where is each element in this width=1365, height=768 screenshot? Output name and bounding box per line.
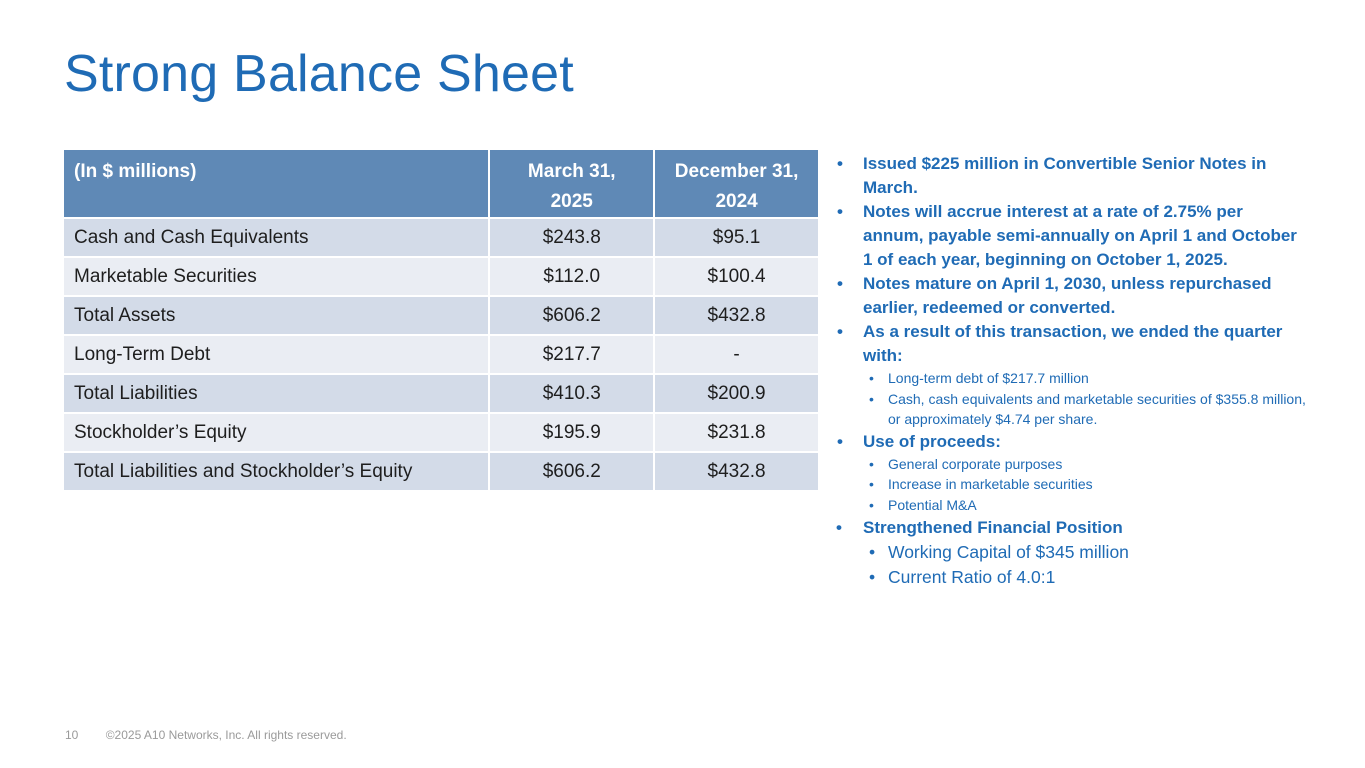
- row-value-2025: $195.9: [489, 413, 654, 452]
- bullet-interest-rate: • Notes will accrue interest at a rate of 2.75% per annum, payable semi-annually on April 1 and October 1 of each year, beginning on October 1, 2025.: [837, 202, 1297, 269]
- row-value-2024: $100.4: [654, 257, 819, 296]
- header-december-2024: [654, 149, 819, 218]
- bullet-maturity: • Notes mature on April 1, 2030, unless repurchased earlier, redeemed or converted.: [837, 274, 1272, 317]
- bullet-icon: •: [837, 431, 843, 451]
- bullet-icon: •: [869, 567, 876, 587]
- table-row: [63, 413, 819, 452]
- bullet-icon: •: [869, 542, 876, 562]
- row-value-2024: $432.8: [654, 452, 819, 491]
- row-value-2025: $243.8: [489, 218, 654, 257]
- bullet-icon: •: [836, 518, 842, 537]
- bullet-result: • As a result of this transaction, we ended the quarter with:: [837, 322, 1283, 365]
- row-label: Long-Term Debt: [63, 335, 489, 374]
- bullet-icon: •: [869, 370, 874, 386]
- bullet-use-of-proceeds: • Use of proceeds:: [837, 430, 1307, 454]
- row-label: Total Assets: [63, 296, 489, 335]
- header-december-2024-text: December 31, 2024: [674, 161, 799, 212]
- row-label: Total Liabilities: [63, 374, 489, 413]
- row-label: Stockholder’s Equity: [63, 413, 489, 452]
- table-row: [63, 257, 819, 296]
- bullet-icon: •: [837, 202, 843, 221]
- row-value-2024: -: [654, 335, 819, 374]
- balance-sheet-table: [62, 148, 820, 492]
- table-row: [63, 335, 819, 374]
- bullet-icon: •: [869, 455, 874, 472]
- sub-bullet-cash: • Cash, cash equivalents and marketable securities of $355.8 million, or approximately $4.74 per share.: [869, 390, 1306, 427]
- sub-bullet-corporate: • General corporate purposes: [837, 454, 1307, 475]
- bullet-icon: •: [869, 496, 874, 513]
- bullet-convertible-notes: • Issued $225 million in Convertible Senior Notes in March.: [837, 154, 1267, 197]
- row-value-2025: $217.7: [489, 335, 654, 374]
- table-row: [63, 452, 819, 491]
- row-value-2024: $95.1: [654, 218, 819, 257]
- row-label: Total Liabilities and Stockholder’s Equity: [63, 452, 489, 491]
- copyright: ©2025 A10 Networks, Inc. All rights reserved.: [105, 728, 347, 742]
- sub-bullet-long-term-debt: • Long-term debt of $217.7 million: [837, 368, 1307, 389]
- slide-title: Strong Balance Sheet: [64, 45, 574, 103]
- notes-list: [837, 152, 1307, 590]
- row-value-2025: $410.3: [489, 374, 654, 413]
- sub-bullet-ma: • Potential M&A: [837, 495, 1307, 516]
- bullet-icon: •: [837, 154, 843, 173]
- header-label: (In $ millions): [63, 149, 489, 218]
- sub-bullet-securities: • Increase in marketable securities: [837, 474, 1307, 495]
- table-row: [63, 218, 819, 257]
- header-march-2025-text: March 31, 2025: [527, 161, 616, 212]
- bullet-financial-position: • Strengthened Financial Position: [837, 516, 1307, 540]
- row-value-2025: $112.0: [489, 257, 654, 296]
- table-header-row: [63, 149, 819, 218]
- bullet-icon: •: [837, 322, 843, 341]
- footer: [65, 728, 347, 742]
- header-march-2025: [489, 149, 654, 218]
- bullet-icon: •: [869, 390, 874, 407]
- bullet-icon: •: [869, 476, 874, 492]
- row-value-2024: $200.9: [654, 374, 819, 413]
- sub-bullet-current-ratio: • Current Ratio of 4.0:1: [837, 565, 1307, 590]
- table-row: [63, 374, 819, 413]
- page-number: 10: [65, 728, 79, 742]
- row-label: Marketable Securities: [63, 257, 489, 296]
- sub-bullet-working-capital: • Working Capital of $345 million: [837, 540, 1307, 565]
- table-row: [63, 296, 819, 335]
- row-value-2025: $606.2: [489, 452, 654, 491]
- row-value-2024: $432.8: [654, 296, 819, 335]
- bullet-icon: •: [837, 274, 843, 293]
- row-value-2024: $231.8: [654, 413, 819, 452]
- row-label: Cash and Cash Equivalents: [63, 218, 489, 257]
- row-value-2025: $606.2: [489, 296, 654, 335]
